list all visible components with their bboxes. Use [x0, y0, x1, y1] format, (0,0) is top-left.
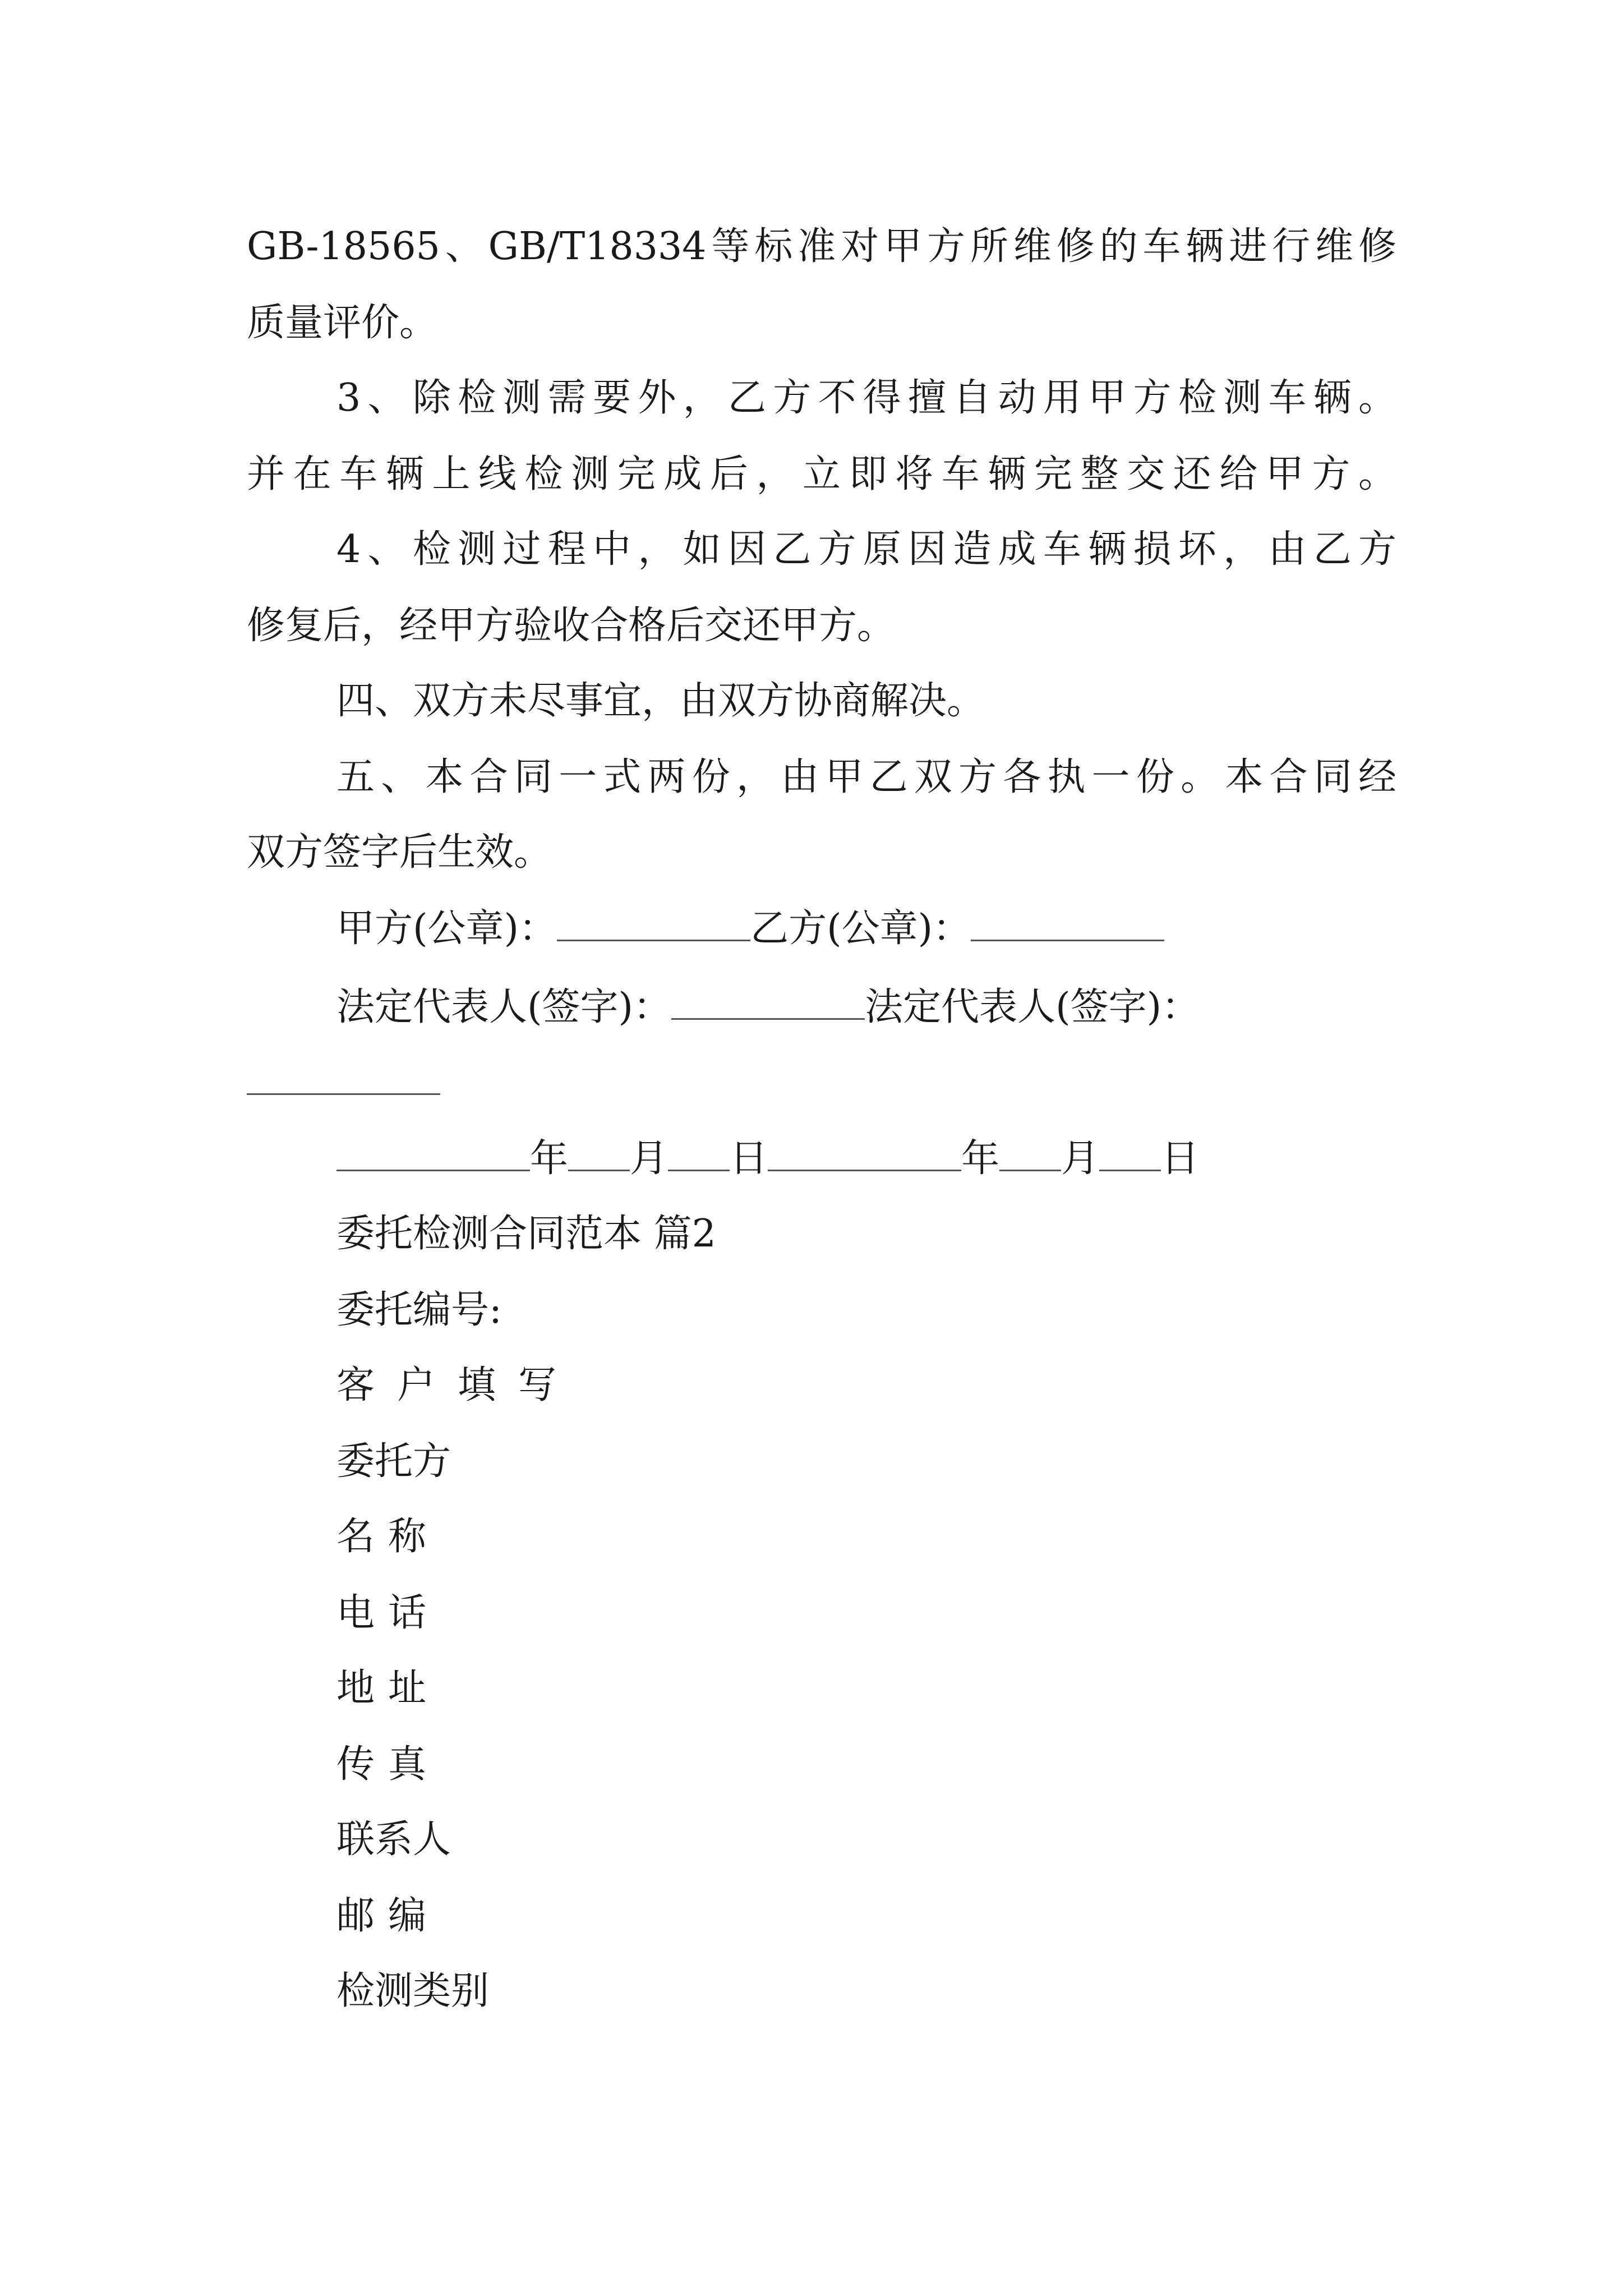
day-label-a: 日 [730, 1137, 768, 1181]
day-label-b: 日 [1161, 1137, 1200, 1181]
customer-fill-heading: 客户填写 [336, 1363, 579, 1407]
legal-rep-b-label: 法定代表人(签字)： [865, 985, 1200, 1029]
section-title: 委托检测合同范本 篇2 [336, 1212, 716, 1256]
month-label-b: 月 [1061, 1137, 1100, 1181]
paragraph-line: 修复后，经甲方验收合格后交还甲方。 [247, 604, 896, 648]
year-blank-a [336, 1137, 530, 1171]
postcode-label: 邮编 [336, 1894, 440, 1938]
day-blank-b [1099, 1137, 1161, 1171]
contact-label: 联系人 [336, 1818, 451, 1862]
test-category-label: 检测类别 [336, 1969, 490, 2013]
entrust-number-label: 委托编号: [336, 1288, 502, 1332]
paragraph-line: 并在车辆上线检测完成后，立即将车辆完整交还给甲方。 [247, 452, 1396, 496]
legal-rep-a-blank [671, 986, 865, 1020]
paragraph-line: 五、本合同一式两份，由甲乙双方各执一份。本合同经 [336, 755, 1396, 799]
paragraph-line: 质量评价。 [247, 301, 438, 345]
month-label-a: 月 [630, 1137, 668, 1181]
year-label-a: 年 [530, 1137, 569, 1181]
legal-rep-b-blank [247, 1061, 440, 1095]
month-blank-b [999, 1137, 1061, 1171]
paragraph-line: 双方签字后生效。 [247, 830, 552, 875]
fax-label: 传真 [336, 1742, 440, 1787]
party-b-seal-blank [971, 907, 1164, 941]
address-label: 地址 [336, 1666, 440, 1710]
year-blank-b [768, 1137, 961, 1171]
legal-rep-line [336, 979, 1486, 1036]
day-blank-a [668, 1137, 730, 1171]
paragraph-line: 4、检测过程中，如因乙方原因造成车辆损坏，由乙方 [336, 527, 1396, 572]
date-line [336, 1131, 1486, 1187]
month-blank-a [568, 1137, 630, 1171]
paragraph-line: GB-18565、GB/T18334等标准对甲方所维修的车辆进行维修 [247, 224, 1396, 269]
paragraph-line: 四、双方未尽事宜，由双方协商解决。 [336, 679, 985, 723]
legal-rep-a-label: 法定代表人(签字)： [336, 985, 672, 1029]
phone-label: 电话 [336, 1591, 440, 1635]
party-a-seal-blank [557, 907, 750, 941]
name-label: 名称 [336, 1515, 440, 1559]
party-a-seal-label: 甲方(公章)： [336, 907, 557, 951]
party-b-seal-label: 乙方(公章)： [750, 907, 971, 951]
year-label-b: 年 [961, 1137, 1000, 1181]
client-label: 委托方 [336, 1439, 451, 1484]
seal-line [336, 901, 1486, 957]
paragraph-line: 3、除检测需要外，乙方不得擅自动用甲方检测车辆。 [336, 376, 1396, 420]
legal-rep-b-blank-line [247, 1055, 1396, 1111]
